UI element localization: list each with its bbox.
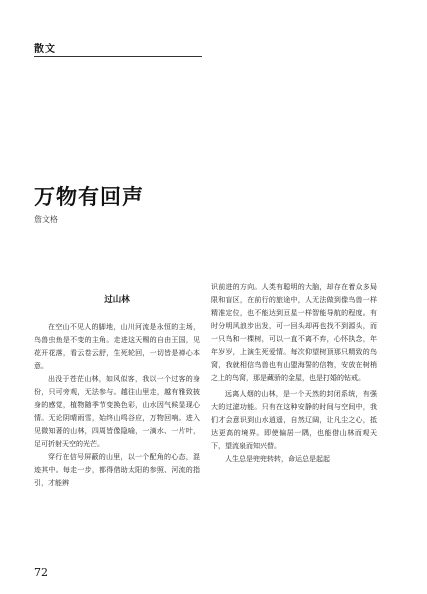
right-column — [211, 281, 377, 466]
body-paragraph: 远离人烟的山林，是一个天然的封闭系统，有强大的过滤功能。只有在这种安静的时间与空间中，我们才会意识到山水逍遥，自然辽阔，让凡尘之心，抵达更高的境界。即使偏居一隅，也能借山林而观天下，望流泉而知兴替。 — [211, 390, 377, 450]
section-divider — [34, 56, 202, 57]
body-paragraph: 出没于苍茫山林，如风似客，我以一个过客的身份，只可旁观，无法参与。越往山里走，越有雅致披身的感觉，植物随季节变换色彩，山水因气候显现心情。无论阴晴雨雪，始终山鸣谷应，万物回响。进入见微知著的山林，四周皆像隐喻，一滴水、一片叶，足可折射天空的光芒。 — [34, 375, 200, 448]
body-paragraph: 识前进的方向。人类有聪明的大脑，却存在着众多局限和盲区，在前行的旅途中，人无法做到像鸟兽一样精准定位，也不能达到亘星一样智能导航的程度。有时分明风浪步出发，可一回头却再也找不到源头，而一只鸟和一棵树，可以一直不离不弃，心怀执念，年年岁岁，上演生死爱情。每次仰望树顶那只精致的鸟窝，我就相信鸟兽也有山盟海誓的信物，安放在树梢之上的鸟窝，那是藏骄的金屋，也是打婚的钻戒。 — [211, 283, 377, 382]
section-subhead: 过山林 — [104, 295, 130, 305]
body-paragraph: 穿行在信号屏蔽的山里，以一个配角的心态，混迹其中。每走一步，都得借助太阳的参照、河流的指引，才能辨 — [34, 453, 200, 487]
body-paragraph: 人生总是兜兜转转，命运总是起起 — [225, 455, 330, 463]
article-title: 万物有回声 — [34, 184, 144, 209]
body-paragraph: 在空山不见人的脚地，山川河流是永恒的主场，鸟兽虫鱼是不变的主角。走进这天赐的自由王国，见花开花落，看云卷云舒，生死轮回，一切皆是禅心本意。 — [34, 323, 200, 370]
author-name: 詹文格 — [34, 215, 58, 224]
page-number: 72 — [34, 566, 48, 579]
section-label: 散文 — [34, 44, 56, 55]
left-column — [34, 278, 200, 490]
